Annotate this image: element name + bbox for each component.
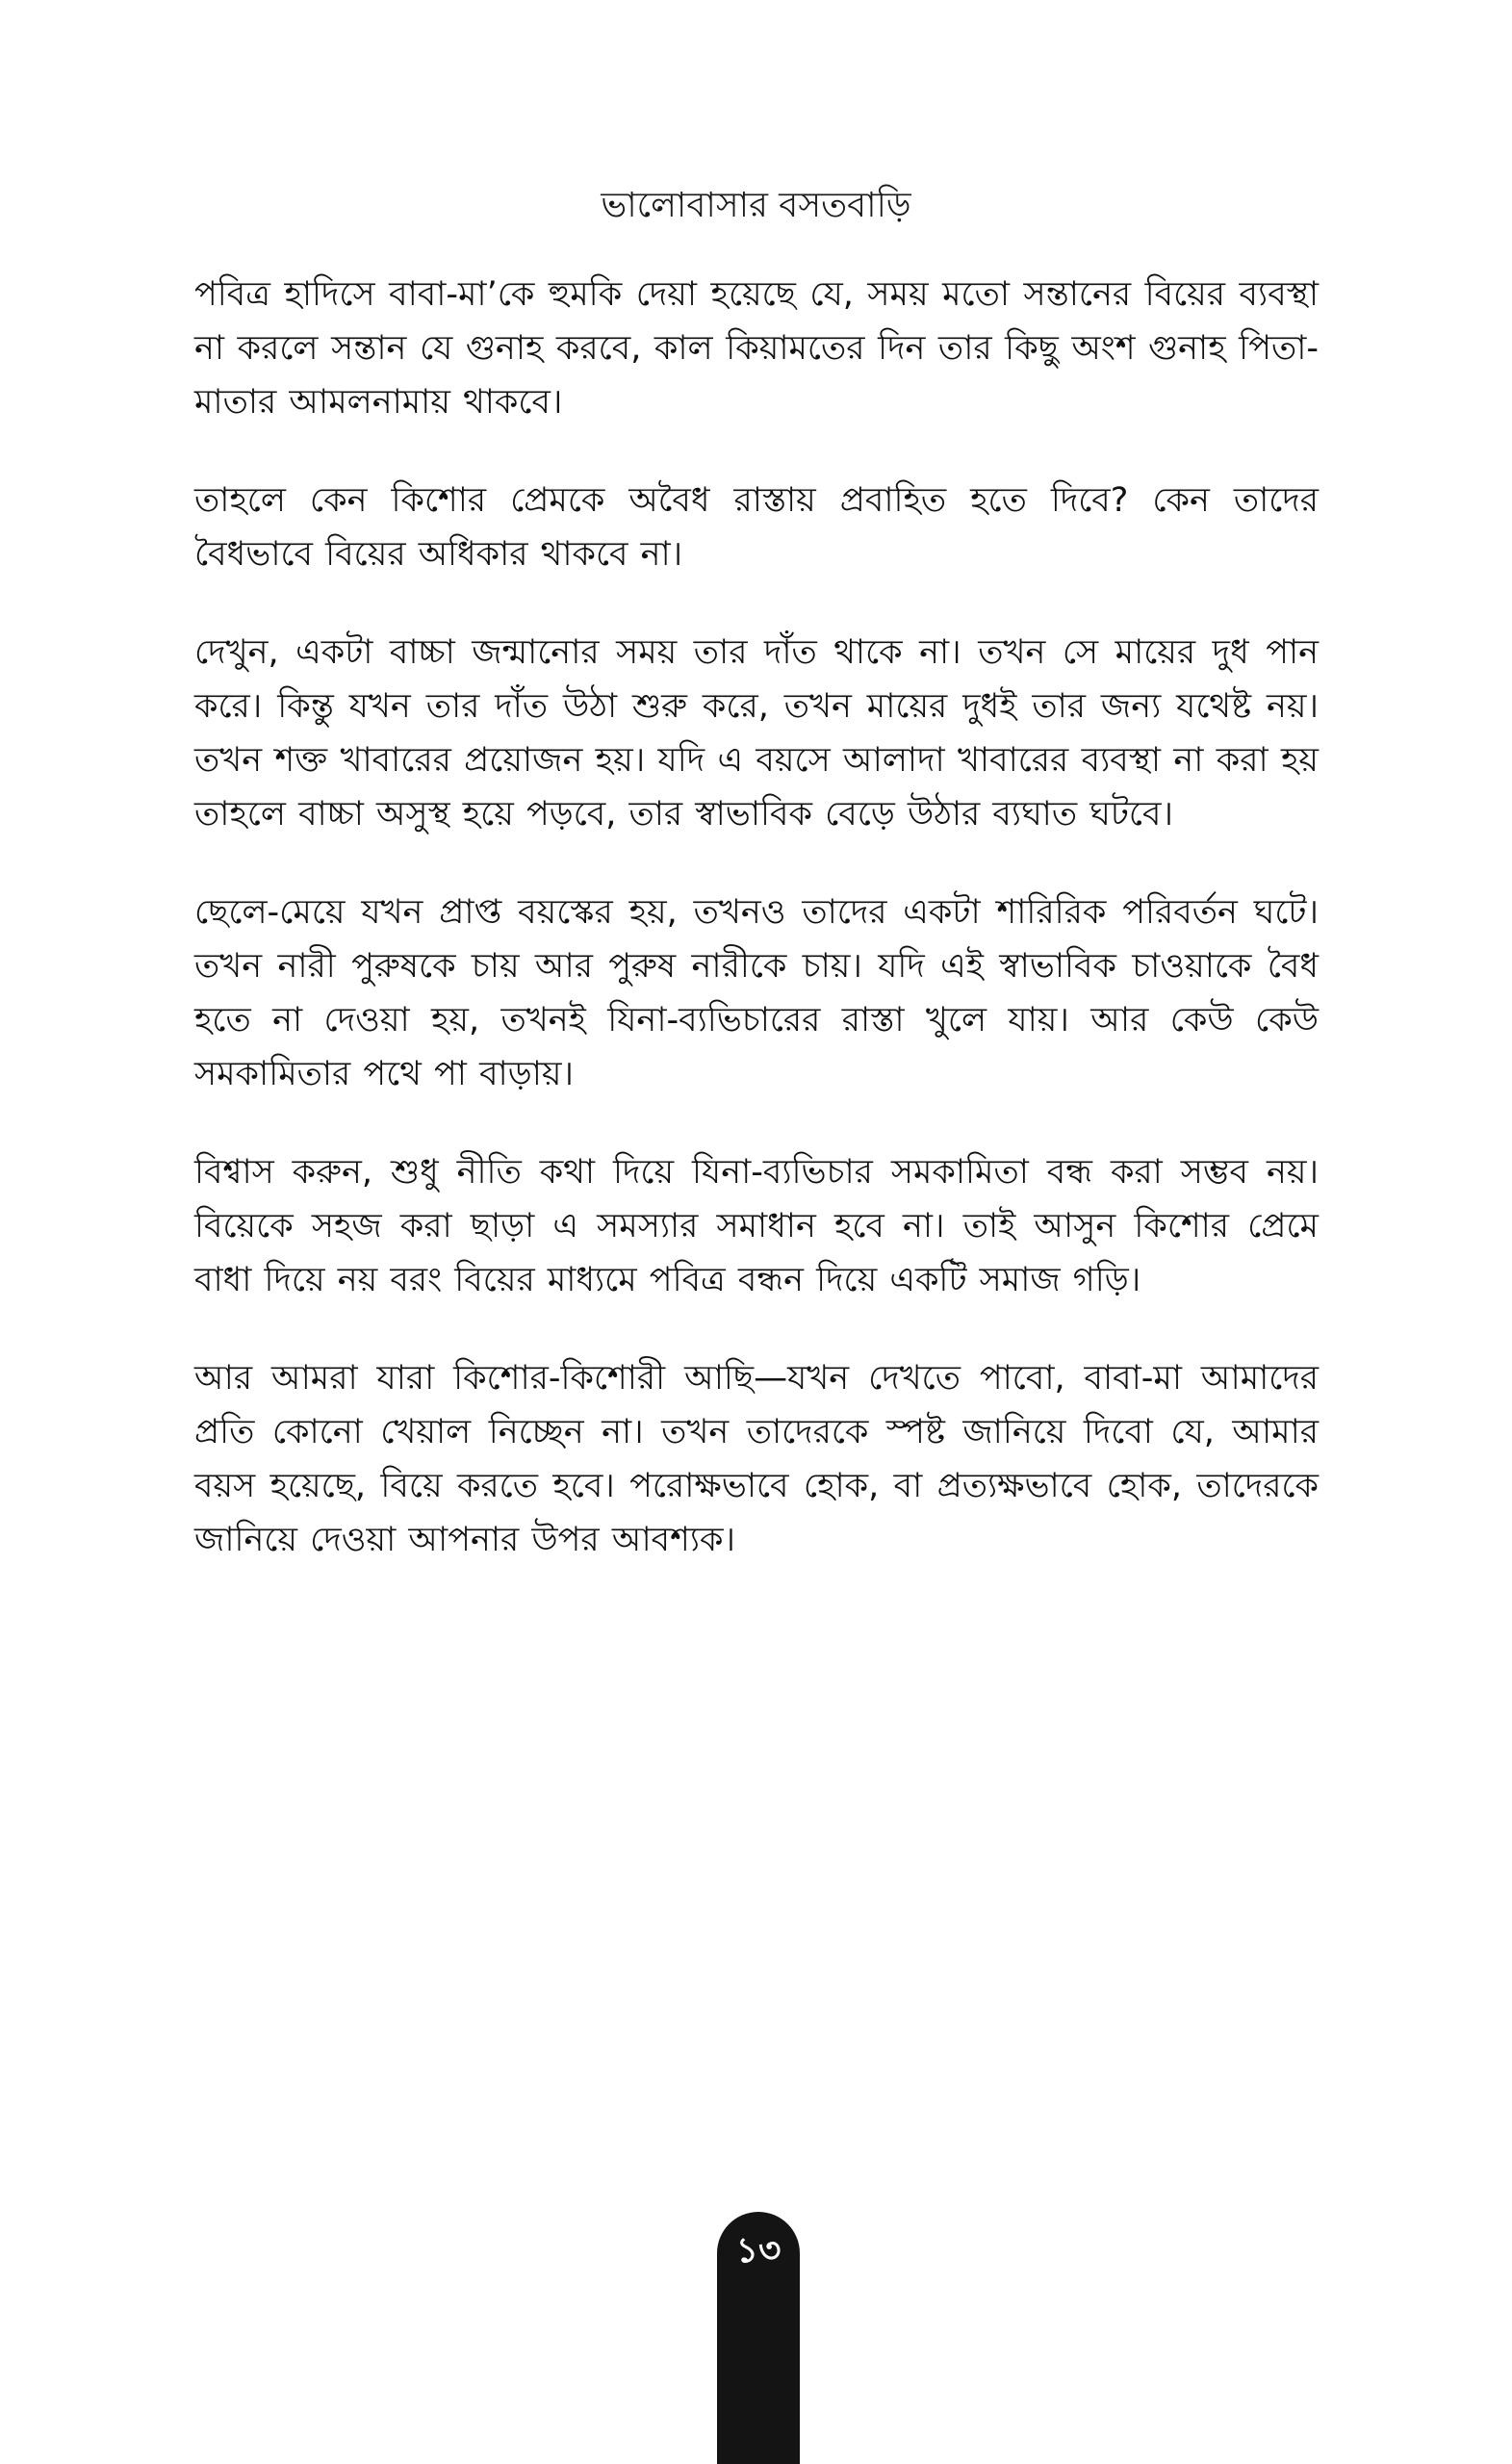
- paragraph: দেখুন, একটা বাচ্চা জন্মানোর সময় তার দাঁত থাকে না। তখন সে মায়ের দুধ পান করে। কিন্তু যখন তার দাঁত উঠা শুরু করে, তখন মায়ের দুধই তার জন্য যথেষ্ট নয়। তখন শক্ত খাবারের প্রয়োজন হয়। যদি এ বয়সে আলাদা খাবারের ব্যবস্থা না করা হয় তাহলে বাচ্চা অসুস্থ হয়ে পড়বে, তার স্বাভাবিক বেড়ে উঠার ব্যঘাত ঘটবে।: [194, 633, 1319, 834]
- body-text: [194, 268, 1319, 1567]
- paragraph: তাহলে কেন কিশোর প্রেমকে অবৈধ রাস্তায় প্রবাহিত হতে দিবে? কেন তাদের বৈধভাবে বিয়ের অধিকার থাকবে না।: [194, 481, 1319, 574]
- page-number: ১৩: [735, 2231, 782, 2271]
- paragraph: ছেলে-মেয়ে যখন প্রাপ্ত বয়স্কের হয়, তখনও তাদের একটা শারিরিক পরিবর্তন ঘটে। তখন নারী পুরুষকে চায় আর পুরুষ নারীকে চায়। যদি এই স্বাভাবিক চাওয়াকে বৈধ হতে না দেওয়া হয়, তখনই যিনা-ব্যভিচারের রাস্তা খুলে যায়। আর কেউ কেউ সমকামিতার পথে পা বাড়ায়।: [194, 893, 1319, 1093]
- paragraph: আর আমরা যারা কিশোর-কিশোরী আছি—যখন দেখতে পাবো, বাবা-মা আমাদের প্রতি কোনো খেয়াল নিচ্ছেন না। তখন তাদেরকে স্পষ্ট জানিয়ে দিবো যে, আমার বয়স হয়েছে, বিয়ে করতে হবে। পরোক্ষভাবে হোক, বা প্রত্যক্ষভাবে হোক, তাদেরকে জানিয়ে দেওয়া আপনার উপর আবশ্যক।: [194, 1359, 1319, 1559]
- paragraph: পবিত্র হাদিসে বাবা-মা’কে হুমকি দেয়া হয়েছে যে, সময় মতো সন্তানের বিয়ের ব্যবস্থা না করলে সন্তান যে গুনাহ করবে, কাল কিয়ামতের দিন তার কিছু অংশ গুনাহ পিতা-মাতার আমলনামায় থাকবে।: [194, 275, 1319, 422]
- running-header: ভালোবাসার বসতবাড়ি: [601, 186, 911, 225]
- paragraph: বিশ্বাস করুন, শুধু নীতি কথা দিয়ে যিনা-ব্যভিচার সমকামিতা বন্ধ করা সম্ভব নয়। বিয়েকে সহজ করা ছাড়া এ সমস্যার সমাধান হবে না। তাই আসুন কিশোর প্রেমে বাধা দিয়ে নয় বরং বিয়ের মাধ্যমে পবিত্র বন্ধন দিয়ে একটি সমাজ গড়ি।: [194, 1153, 1319, 1299]
